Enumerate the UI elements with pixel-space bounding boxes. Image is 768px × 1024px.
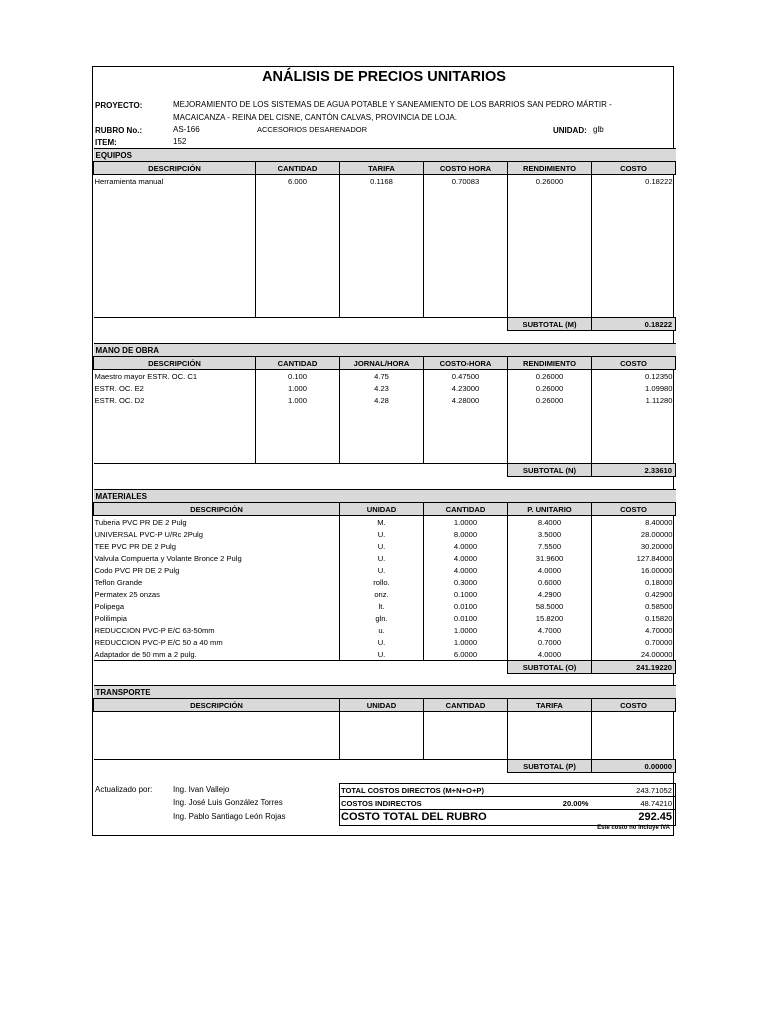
materiales-subtotal-row [94,661,676,674]
table-row [94,624,676,636]
table-cell: 30.20000 [592,540,676,552]
subtotal-label: SUBTOTAL (N) [508,464,592,477]
column-header: COSTO [592,357,676,370]
table-cell: U. [340,528,424,540]
column-header: CANTIDAD [256,162,340,175]
transporte-table [93,685,676,773]
table-row [94,564,676,576]
table-row [94,588,676,600]
column-header: DESCRIPCIÓN [94,162,256,175]
table-cell: 8.4000 [508,516,592,529]
column-header: CANTIDAD [424,699,508,712]
table-cell: U. [340,564,424,576]
table-cell: 0.0100 [424,612,508,624]
subtotal-value: 0.00000 [592,760,676,773]
table-cell: UNIVERSAL PVC-P U/Rc 2Pulg [94,529,203,539]
table-cell: Tuberia PVC PR DE 2 Pulg [94,517,187,527]
table-cell: 0.18000 [592,576,676,588]
subtotal-value: 0.18222 [592,318,676,331]
table-cell: 4.0000 [508,564,592,576]
total-directos-label: TOTAL COSTOS DIRECTOS (M+N+O+P) [340,784,592,797]
column-header: DESCRIPCIÓN [94,503,340,516]
materiales-table [93,489,676,674]
proyecto-line2: MACAICANZA - REINA DEL CISNE, CANTÓN CALVAS, PROVINCIA DE LOJA. [173,113,457,122]
table-cell: 16.00000 [592,564,676,576]
column-header: COSTO-HORA [424,357,508,370]
table-row: Maestro mayor ESTR. OC. C1 0.100 4.75 0.47500 0.26000 0.12350 [94,370,676,383]
mano-obra-header-row [94,357,676,370]
costo-total-value: 292.45 [638,811,672,823]
table-cell: Teflon Grande [94,577,143,587]
iva-note: Este costo no incluye IVA [597,825,670,831]
table-cell: 6.0000 [424,648,508,661]
table-cell: 4.0000 [424,552,508,564]
table-row [94,528,676,540]
table-row: ESTR. OC. D2 1.000 4.28 4.28000 0.26000 1.11280 [94,394,676,406]
actualizado-label: Actualizado por: [95,785,153,794]
unidad-label: UNIDAD: [553,126,587,135]
table-cell: 4.7000 [508,624,592,636]
table-cell: 0.7000 [508,636,592,648]
subtotal-value: 2.33610 [592,464,676,477]
table-cell: u. [340,624,424,636]
table-cell: Adaptador de 50 mm a 2 pulg. [94,649,197,659]
subtotal-value: 241.19220 [592,661,676,674]
table-cell: Polilimpia [94,613,127,623]
table-cell: 4.0000 [424,564,508,576]
costos-indirectos-label: COSTOS INDIRECTOS [340,797,508,810]
apu-sheet [92,66,674,836]
equipos-table [93,148,676,331]
table-cell: 4.70000 [592,624,676,636]
table-cell: Permatex 25 onzas [94,589,160,599]
table-cell: 0.42900 [592,588,676,600]
table-row [94,540,676,552]
subtotal-label: SUBTOTAL (P) [508,760,592,773]
costos-indirectos-value: 48.74210 [640,798,672,808]
table-cell: 31.9600 [508,552,592,564]
column-header: COSTO HORA [424,162,508,175]
table-cell: 1.0000 [424,624,508,636]
table-cell: 24.00000 [592,648,676,661]
table-row [94,516,676,529]
rubro-value: AS-166 [173,125,200,134]
table-cell: U. [340,648,424,661]
column-header: RENDIMIENTO [508,162,592,175]
table-cell: U. [340,636,424,648]
table-row [94,600,676,612]
table-cell: 1.0000 [424,636,508,648]
column-header: CANTIDAD [256,357,340,370]
table-cell: 0.70000 [592,636,676,648]
table-cell: 0.3000 [424,576,508,588]
table-cell: REDUCCION PVC-P E/C 63-50mm [94,625,215,635]
column-header: P. UNITARIO [508,503,592,516]
table-cell: 0.6000 [508,576,592,588]
table-cell: 4.0000 [424,540,508,552]
table-cell: Polipega [94,601,125,611]
column-header: UNIDAD [340,699,424,712]
subtotal-label: SUBTOTAL (O) [508,661,592,674]
equipos-section-title: EQUIPOS [94,149,676,162]
table-cell: TEE PVC PR DE 2 Pulg [94,541,176,551]
proyecto-line1: MEJORAMIENTO DE LOS SISTEMAS DE AGUA POTABLE Y SANEAMIENTO DE LOS BARRIOS SAN PEDRO MÁRTIR - [173,100,612,109]
column-header: TARIFA [340,162,424,175]
totals-table [339,783,676,826]
column-header: DESCRIPCIÓN [94,357,256,370]
transporte-header-row [94,699,676,712]
column-header: TARIFA [508,699,592,712]
table-cell: 28.00000 [592,528,676,540]
table-cell: 0.58500 [592,600,676,612]
rubro-description: ACCESORIOS DESARENADOR [257,125,368,134]
materiales-section-title: MATERIALES [94,490,676,503]
proyecto-label: PROYECTO: [95,101,143,110]
table-cell: 0.15820 [592,612,676,624]
table-cell: 58.5000 [508,600,592,612]
column-header: COSTO [592,699,676,712]
table-cell: 8.40000 [592,516,676,529]
costo-total-label: COSTO TOTAL DEL RUBRO [340,810,592,826]
table-row [94,648,676,661]
transporte-subtotal-row [94,760,676,773]
table-cell: 4.2900 [508,588,592,600]
subtotal-label: SUBTOTAL (M) [508,318,592,331]
item-label: ITEM: [95,138,117,147]
column-header: COSTO [592,503,676,516]
table-cell: gln. [340,612,424,624]
materiales-header-row [94,503,676,516]
table-row [94,552,676,564]
table-cell: REDUCCION PVC-P E/C 50 a 40 mm [94,637,223,647]
table-row [94,636,676,648]
table-cell: rollo. [340,576,424,588]
equipos-subtotal-row [94,318,676,331]
page-title: ANÁLISIS DE PRECIOS UNITARIOS [262,69,506,85]
mano-obra-table [93,343,676,477]
table-row: ESTR. OC. E2 1.000 4.23 4.23000 0.26000 1.09980 [94,382,676,394]
column-header: RENDIMIENTO [508,357,592,370]
table-row [94,576,676,588]
table-cell: 4.0000 [508,648,592,661]
table-cell: lt. [340,600,424,612]
table-cell: 8.0000 [424,528,508,540]
table-cell: 15.8200 [508,612,592,624]
table-cell: 7.5500 [508,540,592,552]
column-header: JORNAL/HORA [340,357,424,370]
table-cell: Codo PVC PR DE 2 Pulg [94,565,180,575]
table-cell: onz. [340,588,424,600]
unidad-value: glb [593,125,604,134]
person-name: Ing. Pablo Santiago León Rojas [173,812,286,821]
table-row [94,612,676,624]
column-header: DESCRIPCIÓN [94,699,340,712]
costos-indirectos-pct: 20.00% [562,798,589,808]
column-header: UNIDAD [340,503,424,516]
table-cell: 0.0100 [424,600,508,612]
table-cell: U. [340,540,424,552]
table-cell: U. [340,552,424,564]
mano-obra-subtotal-row [94,464,676,477]
table-cell: 127.84000 [592,552,676,564]
mano-obra-section-title: MANO DE OBRA [94,344,676,357]
table-row: Herramienta manual 6.000 0.1168 0.70083 0.26000 0.18222 [94,175,676,188]
transporte-section-title: TRANSPORTE [94,686,676,699]
table-cell: 3.5000 [508,528,592,540]
table-cell: Valvula Compuerta y Volante Bronce 2 Pulg [94,553,242,563]
column-header: COSTO [592,162,676,175]
column-header: CANTIDAD [424,503,508,516]
person-name: Ing. José Luis González Torres [173,798,283,807]
equipos-header-row [94,162,676,175]
item-value: 152 [173,137,187,146]
table-cell: M. [340,516,424,529]
table-cell: 0.1000 [424,588,508,600]
rubro-label: RUBRO No.: [95,126,143,135]
person-name: Ing. Ivan Vallejo [173,785,230,794]
total-directos-value: 243.71052 [636,785,672,795]
table-cell: 1.0000 [424,516,508,529]
